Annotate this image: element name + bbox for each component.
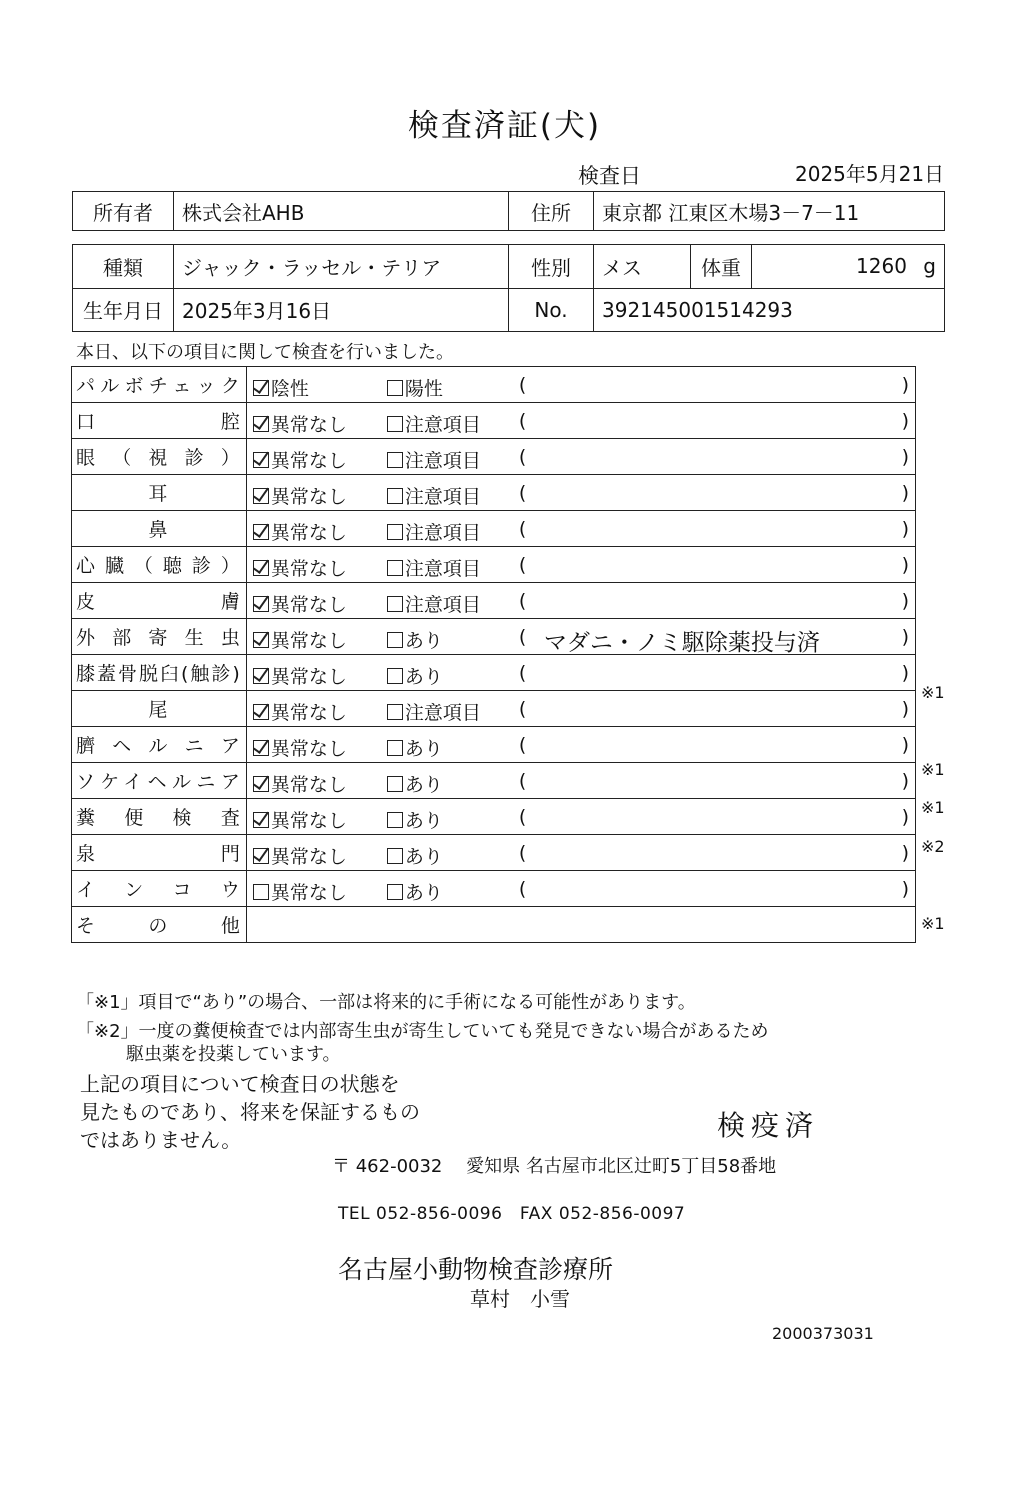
checkbox-icon	[387, 488, 403, 504]
open-paren: (	[518, 662, 527, 684]
close-paren: )	[901, 698, 909, 720]
check-row	[72, 367, 916, 403]
check-item-label: 心臓（聴診）	[76, 555, 242, 577]
close-paren: )	[901, 482, 909, 504]
other-label-cell	[72, 907, 247, 943]
footnote-2-continued: 駆虫薬を投薬しています。	[126, 1044, 341, 1065]
open-paren: (	[518, 590, 527, 612]
check-options-cell	[246, 403, 915, 439]
check-item-cell	[72, 763, 247, 799]
close-paren: )	[901, 590, 909, 612]
owner-label: 所有者	[73, 192, 174, 231]
option-abnormal-label: 注意項目	[404, 414, 481, 436]
open-paren: (	[518, 806, 527, 828]
animal-table	[72, 244, 945, 332]
option-normal	[253, 698, 347, 725]
checked-checkbox-icon	[253, 848, 269, 864]
option-abnormal-label: 注意項目	[404, 450, 481, 472]
checked-checkbox-icon	[253, 812, 269, 828]
document-title: 検査済証(犬)	[407, 108, 602, 144]
weight-cell	[752, 245, 945, 289]
check-row	[72, 799, 916, 835]
option-abnormal-label: 注意項目	[404, 486, 481, 508]
open-paren: (	[518, 698, 527, 720]
open-paren: (	[518, 734, 527, 756]
check-row	[72, 763, 916, 799]
checkbox-icon	[387, 812, 403, 828]
option-normal	[253, 554, 347, 581]
check-row	[72, 439, 916, 475]
quarantine-stamp: 検疫済	[717, 1109, 820, 1142]
option-normal	[253, 662, 347, 689]
open-paren: (	[518, 626, 527, 648]
open-paren: (	[518, 842, 527, 864]
check-row	[72, 403, 916, 439]
option-abnormal-label: あり	[404, 810, 443, 832]
option-abnormal	[387, 842, 443, 869]
close-paren: )	[901, 374, 909, 396]
checked-checkbox-icon	[253, 488, 269, 504]
check-item-cell	[72, 799, 247, 835]
option-abnormal	[387, 734, 443, 761]
breed-label: 種類	[73, 245, 174, 289]
option-abnormal	[387, 590, 481, 617]
clinic-address: 〒 462-0032 愛知県 名古屋市北区辻町5丁目58番地	[332, 1156, 777, 1177]
check-item-cell	[72, 439, 247, 475]
option-abnormal-label: 注意項目	[404, 594, 481, 616]
option-normal	[253, 410, 347, 437]
checked-checkbox-icon	[253, 776, 269, 792]
close-paren: )	[901, 842, 909, 864]
check-row	[72, 511, 916, 547]
option-abnormal-label: あり	[404, 738, 443, 760]
close-paren: )	[901, 554, 909, 576]
check-item-cell	[72, 511, 247, 547]
weight-unit: g	[923, 254, 936, 279]
number-label: No.	[509, 288, 594, 332]
option-abnormal-label: 注意項目	[404, 522, 481, 544]
option-abnormal-label: あり	[404, 846, 443, 868]
checked-checkbox-icon	[253, 560, 269, 576]
option-abnormal-label: あり	[404, 630, 443, 652]
check-item-label: 臍ヘルニア	[76, 735, 242, 757]
option-normal	[253, 590, 347, 617]
option-normal-label: 異常なし	[270, 882, 347, 904]
reference-mark: ※1	[921, 760, 945, 779]
close-paren: )	[901, 626, 909, 648]
check-row	[72, 547, 916, 583]
checked-checkbox-icon	[253, 740, 269, 756]
address-value: 東京都 江東区木場3－7－11	[594, 192, 945, 231]
close-paren: )	[901, 518, 909, 540]
option-normal-label: 異常なし	[270, 450, 347, 472]
birth-label: 生年月日	[73, 288, 174, 332]
checkbox-icon	[387, 884, 403, 900]
checkbox-icon	[387, 380, 403, 396]
check-item-cell	[72, 475, 247, 511]
checked-checkbox-icon	[253, 704, 269, 720]
check-item-label: 尾	[148, 699, 170, 721]
checked-checkbox-icon	[253, 596, 269, 612]
check-options-cell	[246, 691, 915, 727]
check-item-cell	[72, 691, 247, 727]
close-paren: )	[901, 734, 909, 756]
checkbox-icon	[387, 740, 403, 756]
reference-mark: ※1	[921, 913, 945, 933]
option-abnormal	[387, 374, 443, 401]
checkbox-icon	[253, 884, 269, 900]
birth-value: 2025年3月16日	[174, 288, 509, 332]
check-options-cell	[246, 835, 915, 871]
option-abnormal	[387, 410, 481, 437]
check-item-cell	[72, 835, 247, 871]
option-normal-label: 異常なし	[270, 702, 347, 724]
close-paren: )	[901, 662, 909, 684]
check-row	[72, 691, 916, 727]
open-paren: (	[518, 410, 527, 432]
check-row	[72, 475, 916, 511]
checkbox-icon	[387, 452, 403, 468]
check-item-cell	[72, 871, 247, 907]
option-abnormal	[387, 806, 443, 833]
checked-checkbox-icon	[253, 416, 269, 432]
open-paren: (	[518, 446, 527, 468]
option-abnormal	[387, 698, 481, 725]
checked-checkbox-icon	[253, 380, 269, 396]
check-row	[72, 583, 916, 619]
open-paren: (	[518, 770, 527, 792]
option-normal	[253, 374, 309, 401]
check-item-cell	[72, 727, 247, 763]
reference-mark: ※2	[921, 836, 945, 856]
clinic-phone-fax: TEL 052-856-0096 FAX 052-856-0097	[338, 1204, 686, 1224]
option-abnormal-label: 注意項目	[404, 558, 481, 580]
option-abnormal-label: 注意項目	[404, 702, 481, 724]
check-options-cell	[246, 655, 915, 691]
check-options-cell	[246, 871, 915, 907]
open-paren: (	[518, 554, 527, 576]
check-note: マダニ・ノミ駆除薬投与済	[543, 630, 820, 656]
option-normal-label: 異常なし	[270, 774, 347, 796]
check-row	[72, 727, 916, 763]
owner-table	[72, 191, 945, 231]
number-value: 392145001514293	[594, 288, 945, 332]
exam-date-value: 2025年5月21日	[795, 162, 945, 186]
checkbox-icon	[387, 776, 403, 792]
sex-value: メス	[594, 245, 691, 289]
option-normal	[253, 842, 347, 869]
check-item-label: 糞便検査	[76, 807, 242, 829]
check-item-cell	[72, 367, 247, 403]
check-options-cell	[246, 583, 915, 619]
check-options-cell	[246, 475, 915, 511]
option-normal	[253, 446, 347, 473]
option-normal-label: 異常なし	[270, 738, 347, 760]
owner-value: 株式会社AHB	[174, 192, 509, 231]
footnote-2: 「※2」一度の糞便検査では内部寄生虫が寄生していても発見できない場合があるため	[76, 1021, 769, 1042]
option-normal-label: 異常なし	[270, 846, 347, 868]
weight-label: 体重	[691, 245, 752, 289]
checked-checkbox-icon	[253, 668, 269, 684]
check-item-label: インコウ	[76, 879, 242, 901]
check-item-label: パルボチェック	[76, 375, 242, 397]
checks-table	[71, 366, 916, 943]
vet-name: 草村 小雪	[470, 1287, 570, 1311]
option-normal-label: 異常なし	[270, 486, 347, 508]
option-normal	[253, 806, 347, 833]
close-paren: )	[901, 770, 909, 792]
check-item-label: 耳	[148, 483, 170, 505]
check-row	[72, 835, 916, 871]
check-item-label: 鼻	[148, 519, 170, 541]
option-normal	[253, 626, 347, 653]
option-normal-label: 異常なし	[270, 666, 347, 688]
intro-text: 本日、以下の項目に関して検査を行いました。	[76, 342, 454, 363]
option-abnormal	[387, 662, 443, 689]
option-abnormal	[387, 554, 481, 581]
option-abnormal-label: あり	[404, 882, 443, 904]
address-label: 住所	[509, 192, 594, 231]
checkbox-icon	[387, 848, 403, 864]
check-item-label: ソケイヘルニア	[76, 771, 242, 793]
check-options-cell	[246, 367, 915, 403]
option-normal-label: 異常なし	[270, 414, 347, 436]
checked-checkbox-icon	[253, 632, 269, 648]
option-normal-label: 異常なし	[270, 522, 347, 544]
check-item-label: 皮膚	[76, 591, 242, 613]
option-normal-label: 異常なし	[270, 558, 347, 580]
reference-mark: ※1	[921, 683, 945, 703]
disclaimer: 上記の項目について検査日の状態を 見たものであり、将来を保証するもの ではありません。	[80, 1072, 420, 1152]
check-row	[72, 871, 916, 907]
check-item-label: 口腔	[76, 411, 242, 433]
check-item-cell	[72, 655, 247, 691]
checkbox-icon	[387, 560, 403, 576]
option-normal	[253, 482, 347, 509]
checked-checkbox-icon	[253, 524, 269, 540]
sex-label: 性別	[509, 245, 594, 289]
reference-mark: ※1	[921, 798, 945, 818]
other-label: その他	[76, 915, 242, 937]
breed-value: ジャック・ラッセル・テリア	[174, 245, 509, 289]
check-options-cell	[246, 511, 915, 547]
open-paren: (	[518, 518, 527, 540]
option-abnormal	[387, 878, 443, 905]
option-abnormal	[387, 518, 481, 545]
check-item-cell	[72, 403, 247, 439]
exam-date-label: 検査日	[578, 164, 641, 188]
checked-checkbox-icon	[253, 452, 269, 468]
option-normal	[253, 518, 347, 545]
check-item-cell	[72, 583, 247, 619]
close-paren: )	[901, 806, 909, 828]
option-normal	[253, 878, 347, 905]
check-row	[72, 655, 916, 691]
check-item-label: 膝蓋骨脱臼(触診)	[76, 663, 242, 685]
check-item-cell	[72, 619, 247, 655]
open-paren: (	[518, 482, 527, 504]
check-options-cell	[246, 439, 915, 475]
option-abnormal	[387, 770, 443, 797]
option-abnormal	[387, 446, 481, 473]
option-normal-label: 異常なし	[270, 810, 347, 832]
checkbox-icon	[387, 668, 403, 684]
checkbox-icon	[387, 596, 403, 612]
clinic-name: 名古屋小動物検査診療所	[338, 1255, 614, 1284]
check-item-label: 泉門	[76, 843, 242, 865]
option-normal-label: 異常なし	[270, 630, 347, 652]
check-options-cell	[246, 619, 915, 655]
checkbox-icon	[387, 704, 403, 720]
weight-value: 1260	[856, 254, 907, 279]
option-abnormal	[387, 626, 443, 653]
checkbox-icon	[387, 524, 403, 540]
option-normal-label: 陰性	[270, 378, 309, 400]
document-number: 2000373031	[772, 1324, 874, 1343]
checkbox-icon	[387, 632, 403, 648]
option-abnormal-label: あり	[404, 774, 443, 796]
checkbox-icon	[387, 416, 403, 432]
option-normal	[253, 734, 347, 761]
check-item-label: 外部寄生虫	[76, 627, 242, 649]
option-abnormal	[387, 482, 481, 509]
close-paren: )	[901, 446, 909, 468]
open-paren: (	[518, 374, 527, 396]
close-paren: )	[901, 410, 909, 432]
other-row	[72, 907, 916, 943]
check-options-cell	[246, 799, 915, 835]
close-paren: )	[901, 878, 909, 900]
footnote-1: 「※1」項目で“あり”の場合、一部は将来的に手術になる可能性があります。	[76, 992, 696, 1013]
check-options-cell	[246, 547, 915, 583]
check-row	[72, 619, 916, 655]
option-normal	[253, 770, 347, 797]
check-item-label: 眼（視診）	[76, 447, 242, 469]
open-paren: (	[518, 878, 527, 900]
check-options-cell	[246, 727, 915, 763]
check-options-cell	[246, 763, 915, 799]
check-item-cell	[72, 547, 247, 583]
option-normal-label: 異常なし	[270, 594, 347, 616]
option-abnormal-label: 陽性	[404, 378, 443, 400]
other-value	[246, 907, 915, 943]
option-abnormal-label: あり	[404, 666, 443, 688]
